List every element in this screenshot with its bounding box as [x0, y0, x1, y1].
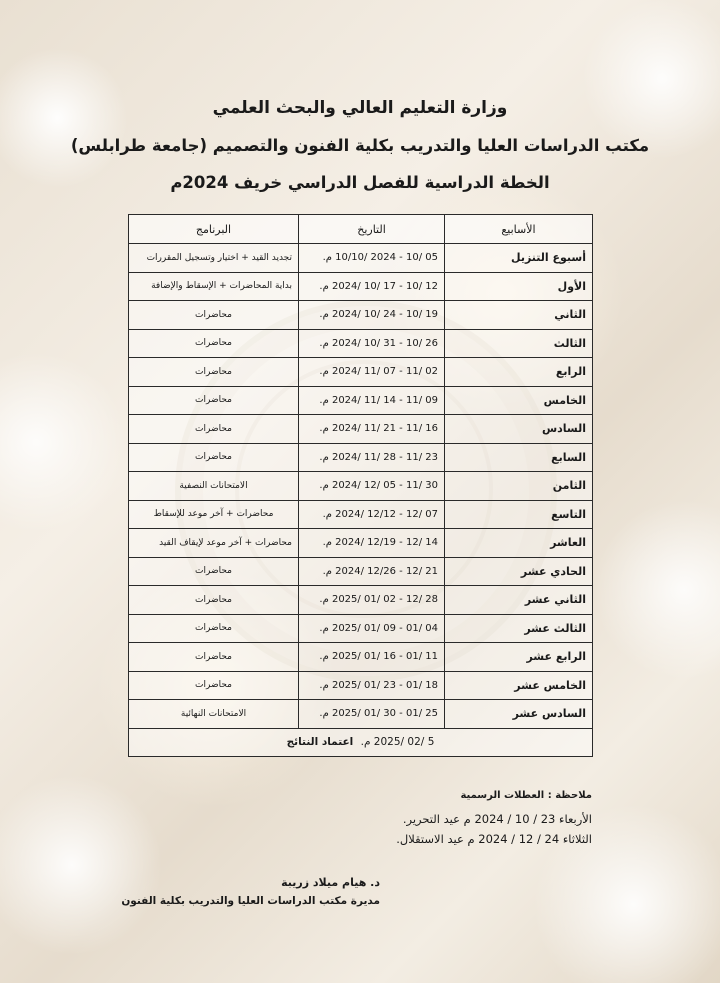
program-cell: محاضرات	[129, 586, 299, 615]
date-cell: 16 /11 - 21 /11 /2024 م.	[299, 415, 445, 444]
week-cell: العاشر	[445, 529, 593, 558]
week-cell: الرابع عشر	[445, 643, 593, 672]
header-program: البرنامج	[129, 215, 299, 244]
table-row	[129, 443, 593, 472]
program-cell: محاضرات	[129, 671, 299, 700]
program-cell: محاضرات + آخر موعد لإيقاف القيد	[129, 529, 299, 558]
results-row	[129, 728, 593, 757]
table-row	[129, 586, 593, 615]
date-cell: 12 /10 - 17 /10 /2024 م.	[299, 272, 445, 301]
program-cell: بداية المحاضرات + الإسقاط والإضافة	[129, 272, 299, 301]
week-cell: أسبوع التنزيل	[445, 244, 593, 273]
week-cell: الثالث عشر	[445, 614, 593, 643]
date-cell: 05 /10 - 2024 /10/10 م.	[299, 244, 445, 273]
date-cell: 30 /11 - 05 /12 /2024 م.	[299, 472, 445, 501]
program-cell: الامتحانات النصفية	[129, 472, 299, 501]
week-cell: الأول	[445, 272, 593, 301]
program-cell: الامتحانات النهائية	[129, 700, 299, 729]
date-cell: 09 /11 - 14 /11 /2024 م.	[299, 386, 445, 415]
table-row	[129, 358, 593, 387]
program-cell: محاضرات	[129, 443, 299, 472]
week-cell: التاسع	[445, 500, 593, 529]
week-cell: الثامن	[445, 472, 593, 501]
date-cell: 25 /01 - 30 /01 /2025 م.	[299, 700, 445, 729]
week-cell: الخامس عشر	[445, 671, 593, 700]
table-row	[129, 500, 593, 529]
program-cell: محاضرات	[129, 557, 299, 586]
program-cell: محاضرات	[129, 643, 299, 672]
plan-title: الخطة الدراسية للفصل الدراسي خريف 2024م	[170, 173, 550, 192]
table-row	[129, 671, 593, 700]
signatory-name: د. هيام ميلاد زريبة	[281, 876, 380, 889]
program-cell: محاضرات	[129, 301, 299, 330]
date-cell: 28 /12 - 02 /01 /2025 م.	[299, 586, 445, 615]
date-cell: 02 /11 - 07 /11 /2024 م.	[299, 358, 445, 387]
study-plan-table	[128, 214, 593, 757]
table-row	[129, 529, 593, 558]
week-cell: السابع	[445, 443, 593, 472]
table-row	[129, 272, 593, 301]
week-cell: الخامس	[445, 386, 593, 415]
program-cell: تجديد القيد + اختيار وتسجيل المقررات	[129, 244, 299, 273]
week-cell: الثالث	[445, 329, 593, 358]
program-cell: محاضرات	[129, 358, 299, 387]
date-cell: 23 /11 - 28 /11 /2024 م.	[299, 443, 445, 472]
table-row	[129, 614, 593, 643]
header-date: التاريخ	[299, 215, 445, 244]
signatory-title: مديرة مكتب الدراسات العليا والتدريب بكلية الفنون	[121, 895, 380, 907]
table-row	[129, 329, 593, 358]
date-cell: 18 /01 - 23 /01 /2025 م.	[299, 671, 445, 700]
table-row	[129, 386, 593, 415]
table-row	[129, 244, 593, 273]
date-cell: 04 /01 - 09 /01 /2025 م.	[299, 614, 445, 643]
ministry-title: وزارة التعليم العالي والبحث العلمي	[212, 98, 508, 118]
program-cell: محاضرات	[129, 329, 299, 358]
header-week: الأسابيع	[445, 215, 593, 244]
office-title: مكتب الدراسات العليا والتدريب بكلية الفنون والتصميم (جامعة طرابلس)	[70, 136, 650, 155]
table-row	[129, 415, 593, 444]
date-cell: 19 /10 - 24 /10 /2024 م.	[299, 301, 445, 330]
week-cell: الثاني	[445, 301, 593, 330]
table-row	[129, 700, 593, 729]
table-header-row	[129, 215, 593, 244]
table-row	[129, 643, 593, 672]
week-cell: السادس	[445, 415, 593, 444]
week-cell: الرابع	[445, 358, 593, 387]
week-cell: الثاني عشر	[445, 586, 593, 615]
results-date: 5 /02 /2025 م.	[360, 736, 435, 749]
date-cell: 21 /12 - 12/26 /2024 م.	[299, 557, 445, 586]
program-cell: محاضرات	[129, 415, 299, 444]
results-cell	[129, 728, 593, 757]
date-cell: 11 /01 - 16 /01 /2025 م.	[299, 643, 445, 672]
date-cell: 14 /12 - 12/19 /2024 م.	[299, 529, 445, 558]
results-label: اعتماد النتائج	[286, 736, 354, 749]
holidays-note-title: ملاحظة : العطلات الرسمية	[460, 790, 592, 801]
holiday-independence-day: الثلاثاء 24 / 12 / 2024 م عيد الاستقلال.	[396, 832, 592, 846]
week-cell: الحادي عشر	[445, 557, 593, 586]
date-cell: 07 /12 - 12/12 /2024 م.	[299, 500, 445, 529]
table-row	[129, 557, 593, 586]
program-cell: محاضرات	[129, 614, 299, 643]
table-row	[129, 301, 593, 330]
week-cell: السادس عشر	[445, 700, 593, 729]
program-cell: محاضرات + آخر موعد للإسقاط	[129, 500, 299, 529]
date-cell: 26 /10 - 31 /10 /2024 م.	[299, 329, 445, 358]
holiday-liberation-day: الأربعاء 23 / 10 / 2024 م عيد التحرير.	[402, 812, 592, 826]
program-cell: محاضرات	[129, 386, 299, 415]
table-row	[129, 472, 593, 501]
